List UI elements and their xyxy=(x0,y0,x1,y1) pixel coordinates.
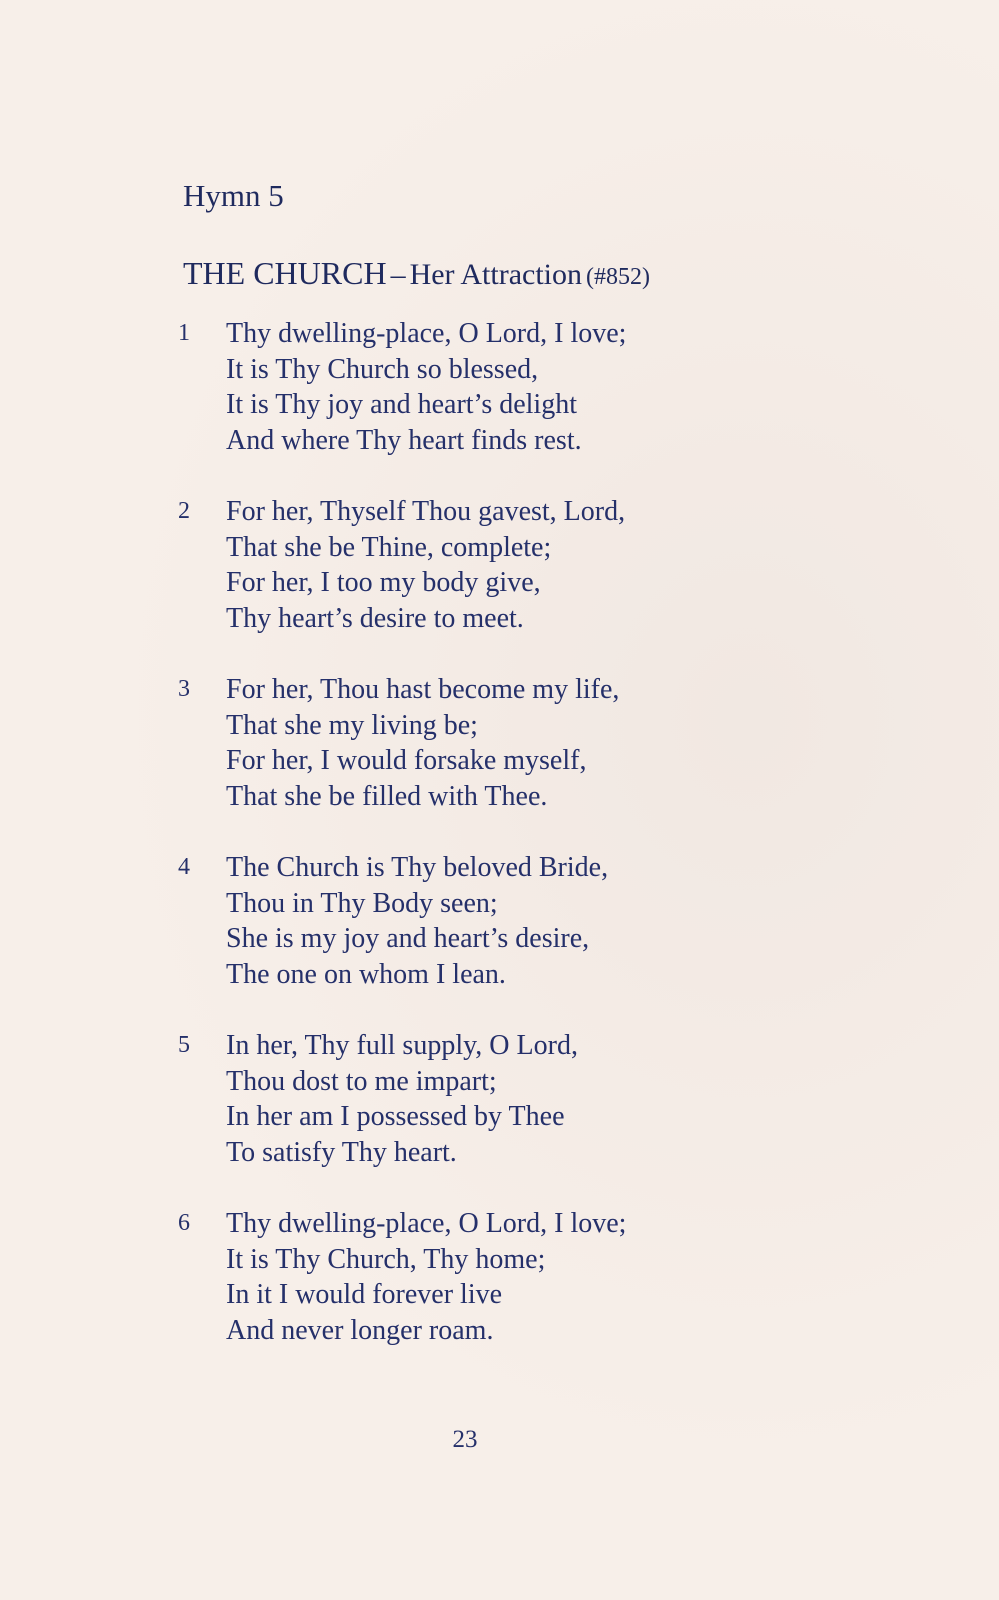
stanza-line: The one on whom I lean. xyxy=(226,958,506,990)
stanza-line: It is Thy Church, Thy home; xyxy=(226,1243,546,1275)
title-main: THE CHURCH xyxy=(183,255,387,291)
stanza-lines xyxy=(226,316,626,458)
stanza-number: 2 xyxy=(178,498,190,524)
stanza xyxy=(178,1028,898,1206)
stanza-line: It is Thy Church so blessed, xyxy=(226,353,539,385)
stanza-line: In her am I possessed by Thee xyxy=(226,1101,565,1132)
stanza-lines xyxy=(226,494,625,636)
stanza-line: For her, Thyself Thou gavest, Lord, xyxy=(226,496,626,527)
stanza xyxy=(178,494,898,672)
title-dash: – xyxy=(390,258,406,291)
stanza-number: 5 xyxy=(178,1032,190,1058)
title-hymn-number: (#852) xyxy=(586,264,650,290)
stanza-line: The Church is Thy beloved Bride, xyxy=(226,852,609,883)
stanza-line: Thy dwelling-place, O Lord, I love; xyxy=(226,1208,627,1239)
page-number: 23 xyxy=(452,1426,478,1453)
stanza xyxy=(178,850,898,1028)
stanza-line: Thy heart’s desire to meet. xyxy=(226,602,524,634)
title-subtitle: Her Attraction xyxy=(409,258,583,291)
stanza-lines xyxy=(226,1206,626,1348)
stanza xyxy=(178,316,898,494)
stanza xyxy=(178,672,898,850)
stanza-line: For her, Thou hast become my life, xyxy=(226,674,620,705)
stanza-line: And never longer roam. xyxy=(226,1314,494,1346)
stanza-line: That she be filled with Thee. xyxy=(226,780,548,812)
stanza-line: And where Thy heart finds rest. xyxy=(226,424,582,456)
stanza-number: 6 xyxy=(178,1210,190,1236)
stanza-line: She is my joy and heart’s desire, xyxy=(226,923,590,954)
stanza-line: For her, I would forsake myself, xyxy=(226,745,587,776)
stanza xyxy=(178,1206,898,1384)
stanza-line: Thy dwelling-place, O Lord, I love; xyxy=(226,318,627,349)
stanza-number: 3 xyxy=(178,676,190,702)
stanza-line: That she my living be; xyxy=(226,709,478,741)
stanza-line: In her, Thy full supply, O Lord, xyxy=(226,1030,578,1061)
stanza-lines xyxy=(226,850,608,992)
stanza-line: That she be Thine, complete; xyxy=(226,531,552,563)
stanza-number: 4 xyxy=(178,854,190,880)
stanza-line: It is Thy joy and heart’s delight xyxy=(226,389,577,420)
stanza-line: Thou in Thy Body seen; xyxy=(226,887,498,919)
hymn-title xyxy=(183,253,650,300)
stanza-line: For her, I too my body give, xyxy=(226,567,541,598)
stanza-lines xyxy=(226,672,619,814)
stanza-number: 1 xyxy=(178,320,190,346)
hymn-label: Hymn 5 xyxy=(183,178,284,213)
stanza-line: In it I would forever live xyxy=(226,1279,503,1310)
stanza-list xyxy=(178,316,898,1384)
stanza-line: To satisfy Thy heart. xyxy=(226,1136,457,1168)
stanza-line: Thou dost to me impart; xyxy=(226,1065,497,1097)
stanza-lines xyxy=(226,1028,578,1170)
